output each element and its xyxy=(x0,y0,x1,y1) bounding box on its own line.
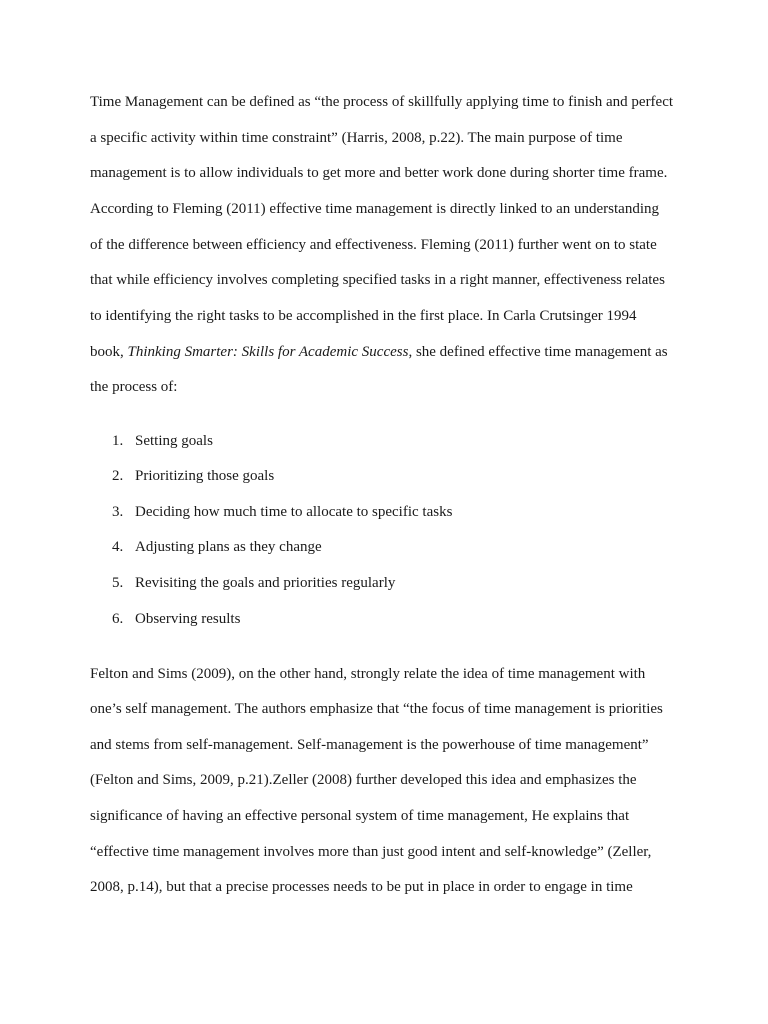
paragraph-2-line-2: one’s self management. The authors emphasize that “the focus of time management is priorities xyxy=(90,701,663,717)
paragraph-2-line-1: Felton and Sims (2009), on the other hand, strongly relate the idea of time management with xyxy=(90,666,646,682)
paragraph-1-line-7: to identifying the right tasks to be accomplished in the first place. In Carla Crutsinger 1994 xyxy=(90,308,637,324)
list-item-6-text: Observing results xyxy=(135,611,241,627)
paragraph-2-line-7: 2008, p.14), but that a precise processes needs to be put in place in order to engage in time xyxy=(90,879,633,895)
list-item-1-text: Setting goals xyxy=(135,433,213,449)
list-item-2-number: 2. xyxy=(112,468,124,484)
book-suffix: , she defined effective time management as xyxy=(408,344,668,360)
list-item-2-text: Prioritizing those goals xyxy=(135,468,275,484)
paragraph-1-line-4: According to Fleming (2011) effective time management is directly linked to an understanding xyxy=(90,201,660,217)
paragraph-1-line-5: of the difference between efficiency and effectiveness. Fleming (2011) further went on to state xyxy=(90,237,657,253)
list-item-1-number: 1. xyxy=(112,433,124,449)
paragraph-1-line-1: Time Management can be defined as “the process of skillfully applying time to finish and perfect xyxy=(90,94,674,110)
list-item-5-text: Revisiting the goals and priorities regularly xyxy=(135,575,396,591)
paragraph-1-line-3: management is to allow individuals to get more and better work done during shorter time frame. xyxy=(90,165,668,181)
list-item-5-number: 5. xyxy=(112,575,124,591)
paragraph-2-line-6: “effective time management involves more than just good intent and self-knowledge” (Zeller, xyxy=(90,844,652,860)
list-item-3-number: 3. xyxy=(112,504,124,520)
paragraph-2-line-3: and stems from self-management. Self-management is the powerhouse of time management” xyxy=(90,737,649,753)
paragraph-2-line-4: (Felton and Sims, 2009, p.21).Zeller (2008) further developed this idea and emphasizes the xyxy=(90,772,637,788)
paragraph-1-line-6: that while efficiency involves completing specified tasks in a right manner, effectiveness relates xyxy=(90,272,665,288)
list-item-3-text: Deciding how much time to allocate to specific tasks xyxy=(135,504,453,520)
paragraph-2-line-5: significance of having an effective personal system of time management, He explains that xyxy=(90,808,630,824)
book-title: Thinking Smarter: Skills for Academic Success xyxy=(127,344,409,360)
paragraph-1-line-9: the process of: xyxy=(90,379,178,395)
paragraph-1-line-8 xyxy=(90,343,668,361)
paragraph-1-line-2: a specific activity within time constraint” (Harris, 2008, p.22). The main purpose of time xyxy=(90,130,623,146)
book-prefix: book, xyxy=(90,344,128,360)
list-item-6-number: 6. xyxy=(112,611,124,627)
list-item-4-number: 4. xyxy=(112,539,124,555)
list-item-4-text: Adjusting plans as they change xyxy=(135,539,322,555)
